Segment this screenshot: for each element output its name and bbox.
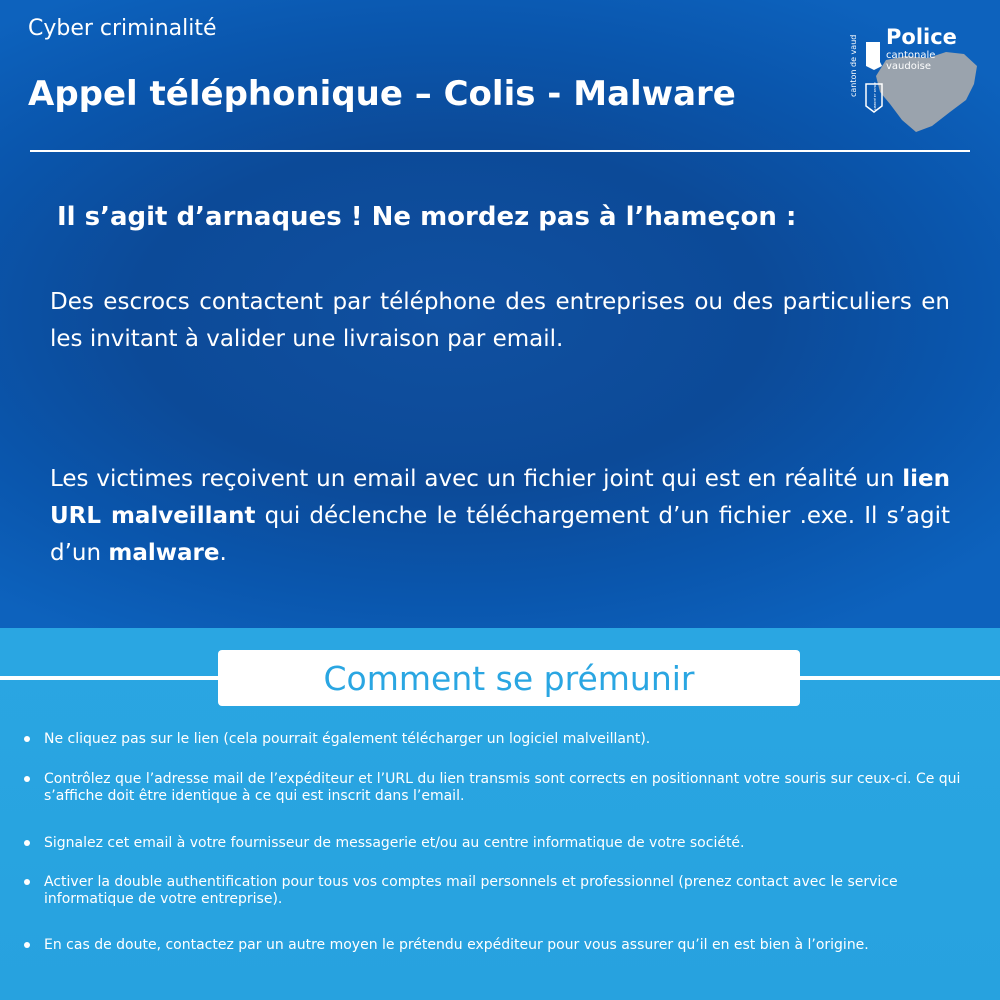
list-item [44,874,974,908]
alert-headline: Il s’agit d’arnaques ! Ne mordez pas à l’hameçon : [57,202,797,232]
list-item [44,771,974,805]
bullet-icon [24,736,30,742]
alert-paragraph-2 [50,461,950,572]
tip-text: Ne cliquez pas sur le lien (cela pourrait également télécharger un logiciel malveillant). [44,731,651,747]
category-label: Cyber criminalité [28,16,217,41]
paragraph-text: qui déclenche le téléchargement d’un fichier .exe. Il s’agit d’un [50,503,950,566]
tip-text: En cas de doute, contactez par un autre moyen le prétendu expéditeur pour vous assurer qu’il en est bien à l’origine. [44,937,869,953]
logo-subtitle-text: cantonale vaudoise [886,50,936,72]
bullet-icon [24,776,30,782]
tip-text: Activer la double authentification pour tous vos comptes mail personnels et professionnel (prenez contact avec le service informatique de votre entreprise). [44,874,898,907]
tip-text: Contrôlez que l’adresse mail de l’expéditeur et l’URL du lien transmis sont corrects en positionnant votre souris sur ceux-ci. Ce qui s’affiche doit être identique à ce qui est inscrit dans l’email. [44,771,961,804]
title-divider [30,150,970,152]
tip-text: Signalez cet email à votre fournisseur de messagerie et/ou au centre informatique de votre société. [44,835,745,851]
section-title: Comment se prémunir [218,650,800,706]
paragraph-text: . [219,540,227,566]
list-item [44,835,974,852]
bullet-icon [24,879,30,885]
malicious-link-emphasis: lien URL malveillant [50,466,950,529]
police-logo [846,22,981,137]
paragraph-text: Les victimes reçoivent un email avec un fichier joint qui est en réalité un [50,466,903,492]
tips-list [0,628,1000,1000]
list-item [44,731,974,748]
vaud-shield-icon [866,42,882,70]
logo-police-text: Police [886,25,957,49]
page-title: Appel téléphonique – Colis - Malware [28,74,736,114]
prevention-section [0,628,1000,1000]
list-item [44,937,974,954]
bullet-icon [24,840,30,846]
alert-paragraph-1: Des escrocs contactent par téléphone des entreprises ou des particuliers en les invitant à valider une livraison par email. [50,289,950,352]
bullet-icon [24,942,30,948]
logo-canton-text: canton de vaud [849,34,858,97]
malware-emphasis: malware [108,540,220,566]
logo-motto-text: LIBERTÉ ET PATRIE [873,82,877,110]
